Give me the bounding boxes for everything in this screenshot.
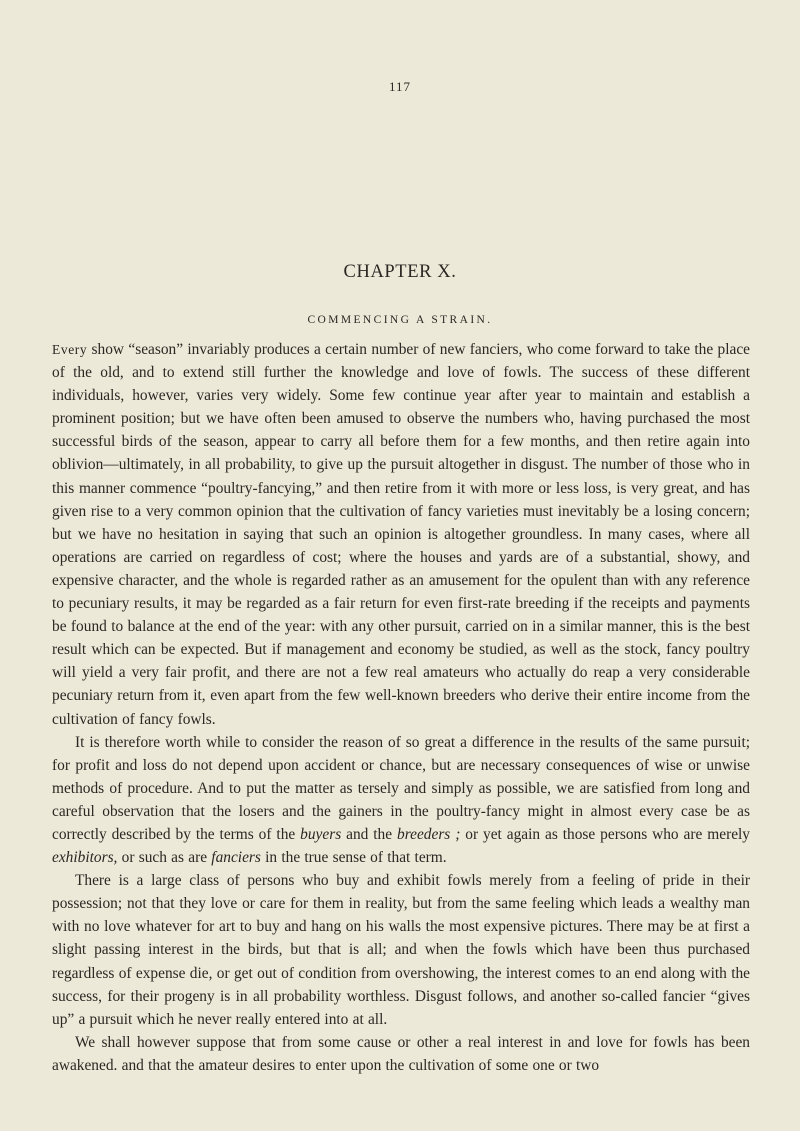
chapter-subtitle: COMMENCING A STRAIN. xyxy=(307,314,493,326)
page-number: 117 xyxy=(388,79,412,94)
paragraph-text: or yet again as those persons who are merely xyxy=(460,825,750,843)
paragraph-text: show “season” invariably produces a certain number of new fanciers, who come forward to take the place of the old, and to extend still further the knowledge and love of fowls. The success of these different individuals, however, varies very widely. Some few continue year after year to maintain and establish a prominent position; but we have often been amused to observe the numbers who, having purchased the most successful birds of the season, appear to carry all before them for a few months, and then retire again into oblivion—ultimately, in all probability, to give up the pursuit altogether in disgust. The number of those who in this manner commence “poultry-fancying,” and then retire from it with more or less loss, is very great, and has given rise to a very common opinion that the cultivation of fancy varieties must inevitably be a losing concern; but we have no hesitation in saying that such an opinion is altogether groundless. In many cases, where all operations are carried on regardless of cost; where the houses and yards are of a substantial, showy, and expensive character, and the whole is regarded rather as an amusement for the opulent than with any reference to pecuniary results, it may be regarded as a fair return for even first-rate breeding if the receipts and payments be found to balance at the end of the year: with any other pursuit, carried on in a similar manner, this is the best result which can be expected. But if management and economy be studied, as well as the stock, fancy poultry will yield a very fair profit, and there are not a few real amateurs who actually do reap a very considerable pecuniary return from it, even apart from the few well-known breeders who derive their entire income from the cultivation of fancy fowls. xyxy=(52,341,750,728)
italic-term-fanciers: fanciers xyxy=(211,849,261,867)
italic-term-breeders: breeders ; xyxy=(397,825,461,843)
paragraph-3: There is a large class of persons who buy and exhibit fowls merely from a feeling of pride in their possession; not that they love or care for them in reality, but from the same feeling which leads a wealthy man with no love whatever for art to buy and hang on his walls the most expensive pictures. There may be at first a slight passing interest in the birds, but that is all; and when the fowls which have been thus purchased regardless of expense die, or get out of condition from overshowing, the interest comes to an end along with the success, for their progeny is in all probability worthless. Disgust follows, and another so-called fancier “gives up” a pursuit which he never really entered into at all. xyxy=(52,872,750,1028)
paragraph-2 xyxy=(52,731,750,870)
chapter-title: CHAPTER X. xyxy=(343,262,457,282)
paragraph-lead-word: Every xyxy=(52,342,88,357)
chapter-body xyxy=(52,338,750,1077)
paragraph-text: It is therefore worth while to consider the reason of so great a difference in the results of the same pursuit; for profit and loss do not depend upon accident or chance, but are necessary consequences of wise or unwise methods of procedure. And to put the matter as tersely and simply as possible, we are satisfied from long and careful observation that the losers and the gainers in the poultry-fancy might in almost every case be as correctly described by the terms of the xyxy=(52,733,750,843)
paragraph-1 xyxy=(52,338,750,731)
paragraph-text: and the xyxy=(341,825,398,843)
paragraph-text: or such as are xyxy=(117,849,212,867)
paragraph-4: We shall however suppose that from some cause or other a real interest in and love for fowls has been awakened. and that the amateur desires to enter upon the cultivation of some one or two xyxy=(52,1033,750,1074)
paragraph-text: in the true sense of that term. xyxy=(260,849,447,867)
italic-term-buyers: buyers xyxy=(300,825,342,843)
italic-term-exhibitors: exhibitors, xyxy=(52,849,118,867)
